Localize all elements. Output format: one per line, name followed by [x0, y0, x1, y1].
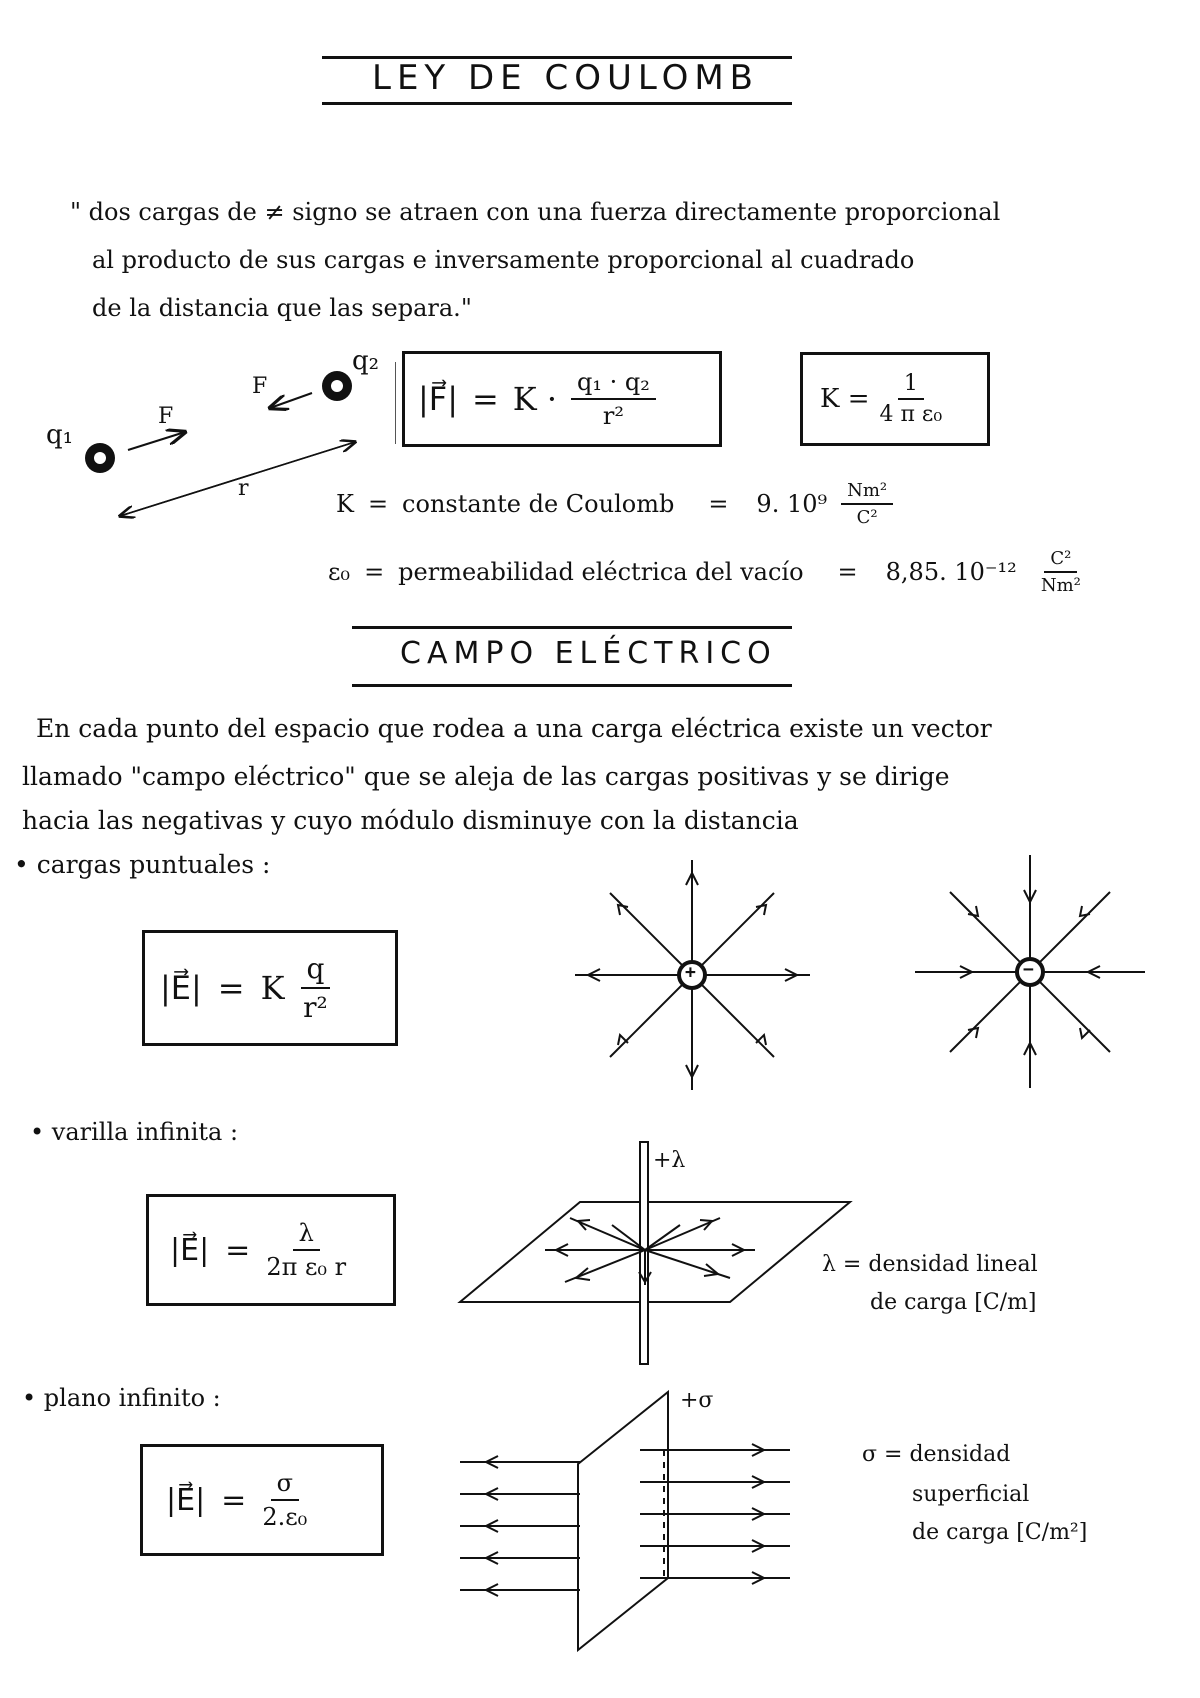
bullet-cargas-puntuales: • cargas puntuales : [14, 850, 271, 879]
pc-numerator: q [301, 952, 331, 989]
page-title-coulomb: LEY DE COULOMB [372, 58, 760, 98]
def-k-symbol: K [336, 490, 354, 518]
plane-denominator: 2.ε₀ [262, 1503, 308, 1531]
force-k: K · [512, 380, 558, 418]
def-eps-value: 8,85. 10⁻¹² [885, 558, 1017, 586]
force-lhs: |F⃗| [418, 380, 458, 418]
coulomb-quote-line-1: " dos cargas de ≠ signo se atraen con una fuerza directamente proporcional [70, 198, 1001, 226]
label-force-2: F [252, 374, 268, 399]
def-k-unit-num: Nm² [841, 480, 893, 505]
positive-charge-sign: + [685, 962, 696, 983]
rod-note-line-1: λ = densidad lineal [822, 1252, 1038, 1277]
pc-denominator: r² [303, 991, 328, 1024]
campo-intro-line-1: En cada punto del espacio que rodea a una carga eléctrica existe un vector [36, 714, 992, 743]
def-eps-text: permeabilidad eléctrica del vacío [398, 558, 804, 586]
rod-denominator: 2π ε₀ r [266, 1253, 347, 1281]
plane-eq: = [221, 1482, 247, 1518]
plane-note-line-3: de carga [C/m²] [912, 1520, 1088, 1545]
plane-numerator: σ [271, 1469, 299, 1501]
campo-intro-line-3: hacia las negativas y cuyo módulo disminuye con la distancia [22, 806, 799, 835]
force-denominator: r² [602, 402, 624, 430]
rod-numerator: λ [293, 1219, 320, 1251]
label-distance: r [238, 476, 249, 501]
force-eq: = [471, 380, 499, 418]
rod-label: +λ [653, 1148, 686, 1173]
rod-lhs: |E⃗| [170, 1232, 210, 1268]
force-numerator: q₁ · q₂ [571, 368, 656, 400]
def-eps-eq2: = [837, 558, 858, 586]
plane-note-line-2: superficial [912, 1482, 1030, 1507]
k-denominator: 4 π ε₀ [879, 402, 943, 427]
coulomb-quote-line-3: de la distancia que las separa." [92, 294, 472, 322]
k-lhs: K = [820, 384, 870, 414]
rod-note-line-2: de carga [C/m] [870, 1290, 1037, 1315]
label-force-1: F [158, 404, 174, 429]
label-q1: q₁ [46, 420, 74, 450]
campo-intro-line-2: llamado "campo eléctrico" que se aleja de las cargas positivas y se dirige [22, 762, 950, 791]
rod-eq: = [225, 1232, 251, 1268]
plane-label: +σ [680, 1388, 714, 1413]
plane-lhs: |E⃗| [166, 1482, 206, 1518]
def-k-text: constante de Coulomb [402, 490, 675, 518]
label-q2: q₂ [352, 346, 380, 376]
k-numerator: 1 [898, 371, 924, 400]
section-title-campo: CAMPO ELÉCTRICO [400, 636, 777, 671]
bullet-varilla-infinita: • varilla infinita : [30, 1118, 239, 1146]
pc-lhs: |E⃗| [160, 969, 202, 1007]
bullet-plano-infinito: • plano infinito : [22, 1384, 221, 1412]
def-eps-unit-den: Nm² [1040, 575, 1081, 596]
pc-k: K [260, 969, 285, 1007]
def-k-eq2: = [708, 490, 729, 518]
def-k-eq: = [367, 490, 389, 518]
def-eps-eq: = [364, 558, 385, 586]
coulomb-quote-line-2: al producto de sus cargas e inversamente proporcional al cuadrado [92, 246, 915, 274]
def-eps-unit-num: C² [1044, 548, 1077, 573]
plane-note-line-1: σ = densidad [862, 1442, 1011, 1467]
pc-eq: = [217, 969, 245, 1007]
def-k-value: 9. 10⁹ [756, 490, 828, 518]
def-k-unit-den: C² [856, 507, 878, 528]
negative-charge-sign: − [1023, 959, 1034, 980]
def-eps-symbol: ε₀ [328, 558, 351, 586]
